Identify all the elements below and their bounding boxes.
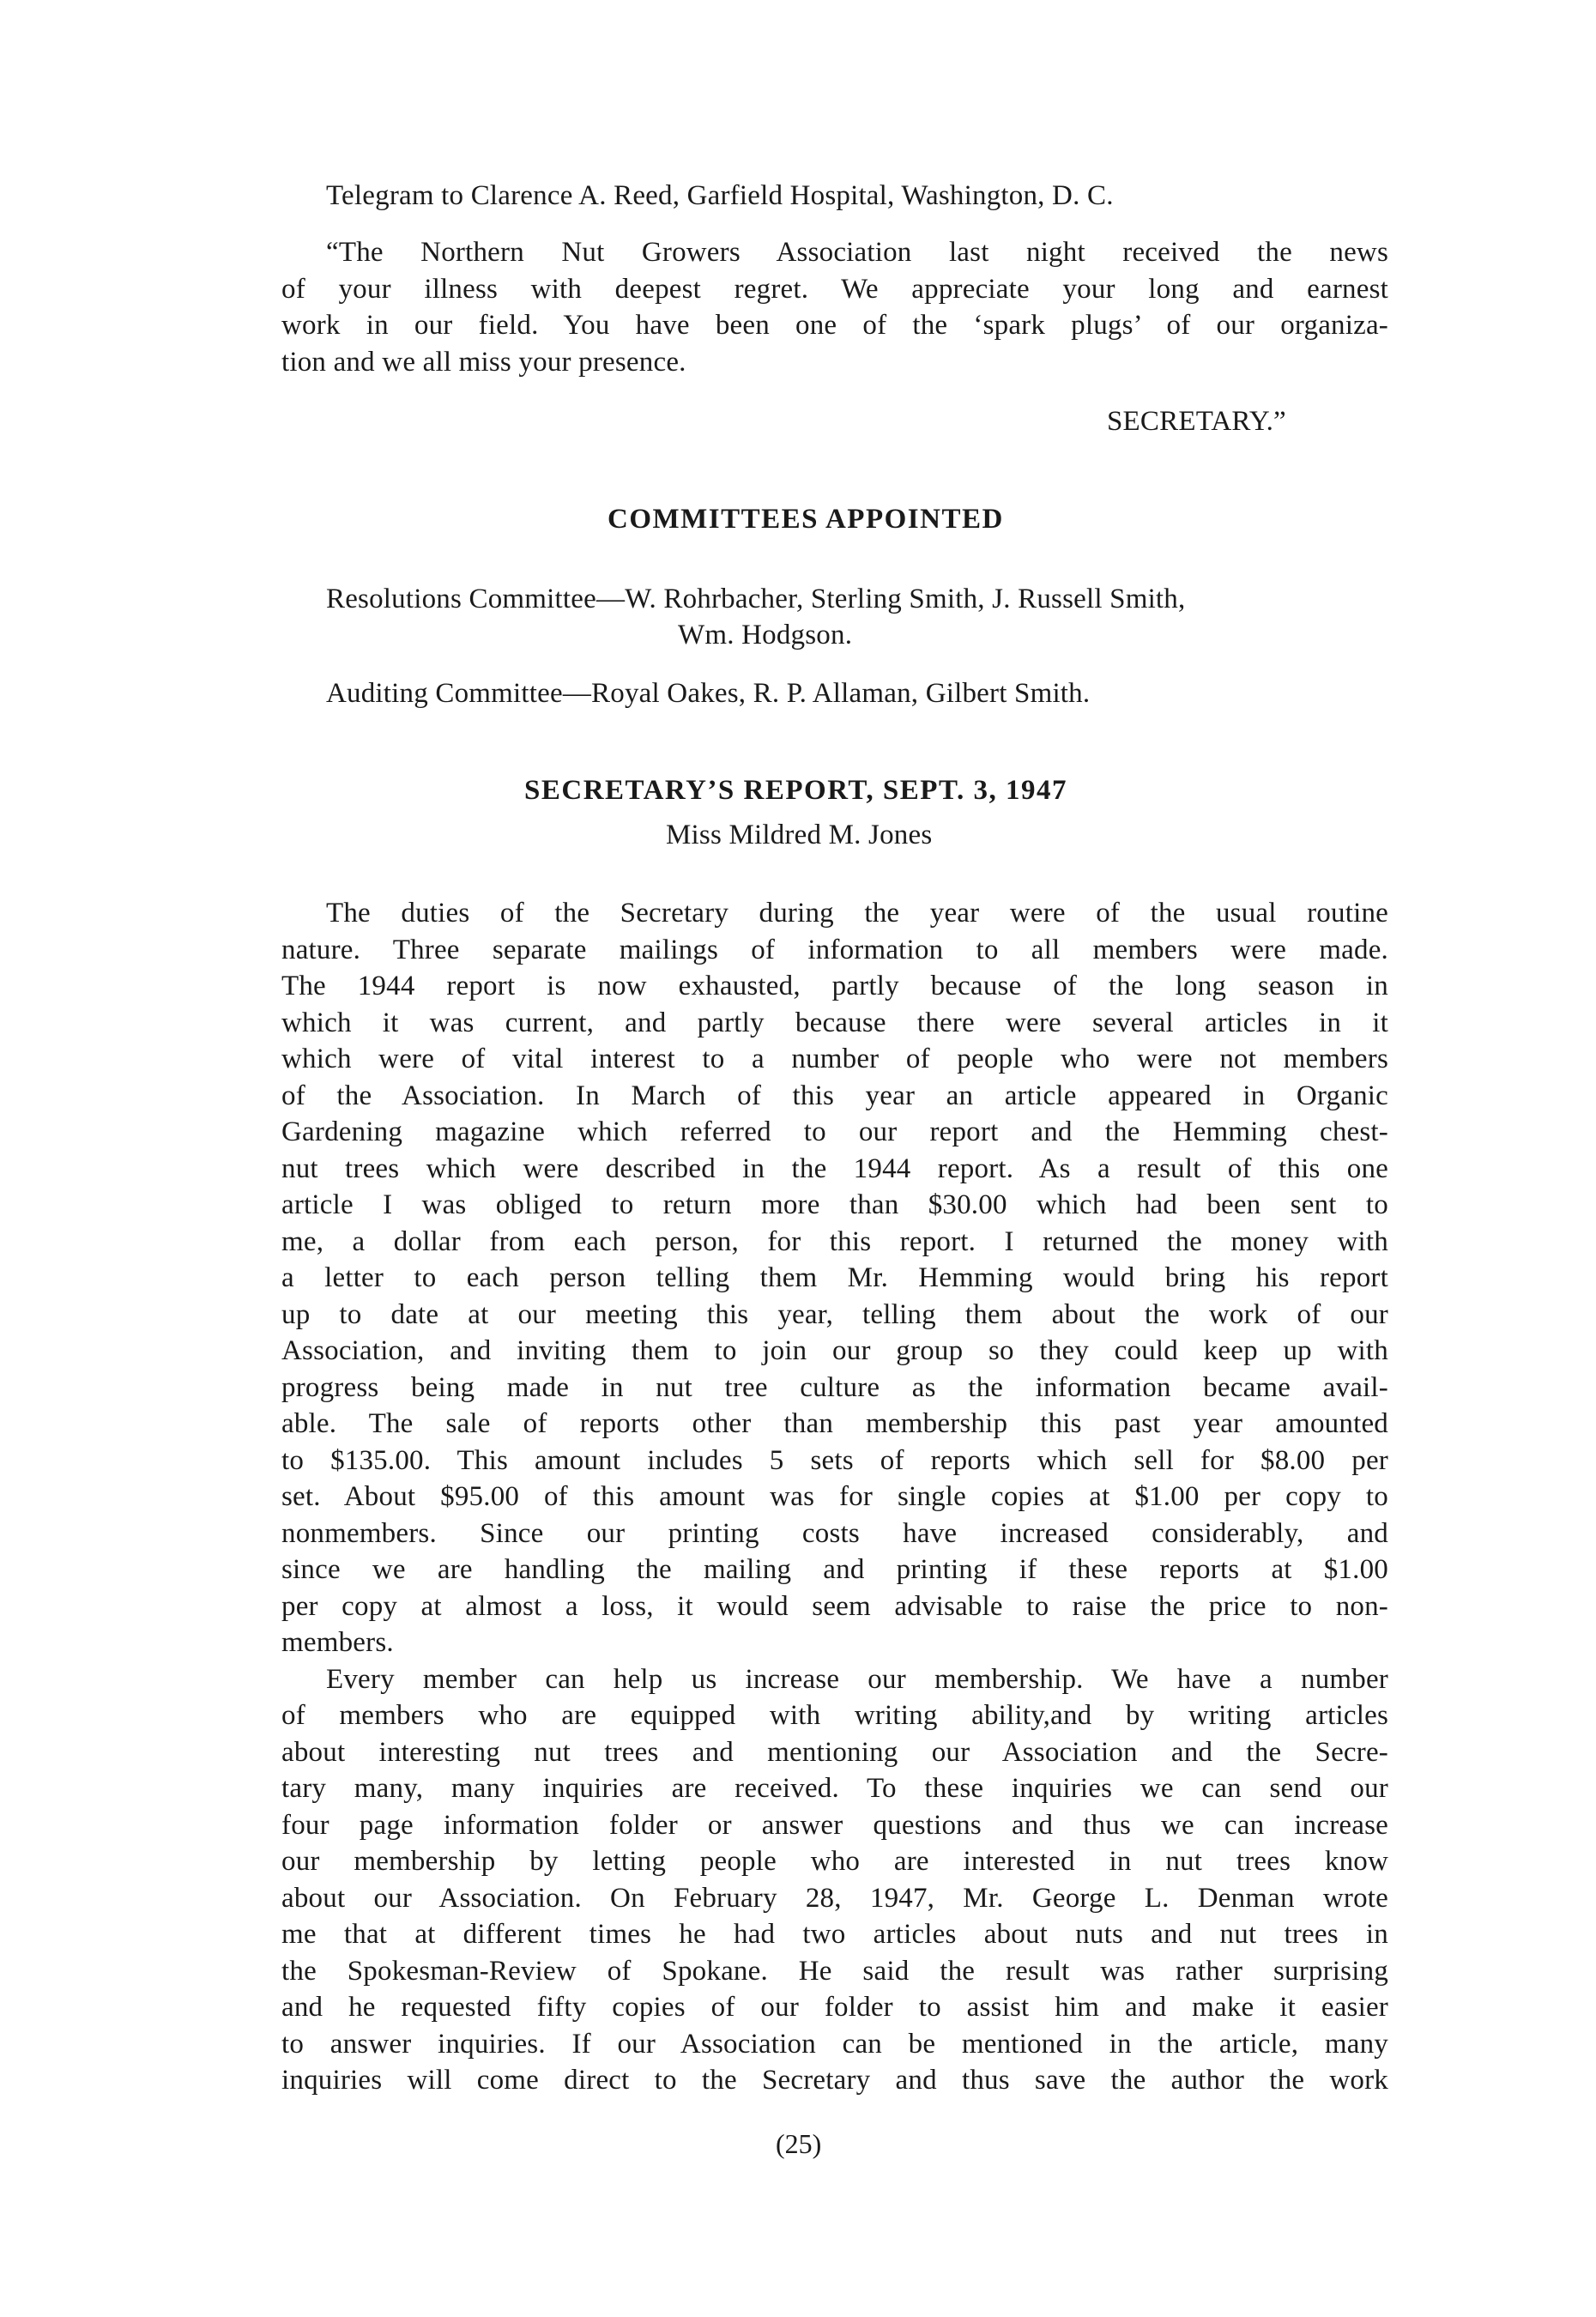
paragraph-1-line: since we are handling the mailing and printing if these reports at $1.00 [281, 1554, 1388, 1585]
paragraph-1-line: to $135.00. This amount includes 5 sets of reports which sell for $8.00 per [281, 1445, 1388, 1476]
paragraph-1-line: nonmembers. Since our printing costs have increased considerably, and [281, 1518, 1388, 1549]
paragraph-1-line: The 1944 report is now exhausted, partly because of the long season in [281, 971, 1388, 1001]
paragraph-2-line: four page information folder or answer questions and thus we can increase [281, 1810, 1388, 1841]
paragraph-2-line: about our Association. On February 28, 1947, Mr. George L. Denman wrote [281, 1883, 1388, 1914]
paragraph-2-line: of members who are equipped with writing ability,and by writing articles [281, 1700, 1388, 1731]
resolutions-committee-continued: Wm. Hodgson. [678, 620, 853, 650]
paragraph-2-line: tary many, many inquiries are received. To these inquiries we can send our [281, 1773, 1388, 1804]
paragraph-1-line: a letter to each person telling them Mr. Hemming would bring his report [281, 1262, 1388, 1293]
paragraph-2-line: Every member can help us increase our membership. We have a number [326, 1664, 1388, 1695]
paragraph-1-line: Gardening magazine which referred to our report and the Hemming chest- [281, 1116, 1388, 1147]
paragraph-1-line: able. The sale of reports other than membership this past year amounted [281, 1408, 1388, 1439]
paragraph-1-line: The duties of the Secretary during the year were of the usual routine [326, 898, 1388, 929]
committees-heading: COMMITTEES APPOINTED [608, 504, 1004, 535]
telegram-message-line: tion and we all miss your presence. [281, 347, 686, 378]
paragraph-1-line: up to date at our meeting this year, telling them about the work of our [281, 1299, 1388, 1330]
page-number: (25) [776, 2128, 822, 2159]
paragraph-1-line: article I was obliged to return more than $30.00 which had been sent to [281, 1189, 1388, 1220]
paragraph-2-line: the Spokesman-Review of Spokane. He said the result was rather surprising [281, 1956, 1388, 1987]
paragraph-2-line: to answer inquiries. If our Association can be mentioned in the article, many [281, 2029, 1388, 2060]
telegram-header: Telegram to Clarence A. Reed, Garfield Hospital, Washington, D. C. [326, 180, 1114, 211]
paragraph-2-line: and he requested fifty copies of our folder to assist him and make it easier [281, 1992, 1388, 2023]
paragraph-1-line: which were of vital interest to a number of people who were not members [281, 1044, 1388, 1074]
paragraph-2-line: our membership by letting people who are interested in nut trees know [281, 1846, 1388, 1877]
telegram-message-line: work in our field. You have been one of the ‘spark plugs’ of our organiza- [281, 310, 1388, 341]
paragraph-1-line: me, a dollar from each person, for this report. I returned the money with [281, 1226, 1388, 1257]
paragraph-1-line: per copy at almost a loss, it would seem advisable to raise the price to non- [281, 1591, 1388, 1622]
paragraph-1-line: nut trees which were described in the 1944 report. As a result of this one [281, 1153, 1388, 1184]
report-author: Miss Mildred M. Jones [666, 820, 933, 850]
paragraph-2-line: about interesting nut trees and mentioning our Association and the Secre- [281, 1737, 1388, 1768]
paragraph-1-line: of the Association. In March of this year an article appeared in Organic [281, 1080, 1388, 1111]
paragraph-1-line: set. About $95.00 of this amount was for single copies at $1.00 per copy to [281, 1481, 1388, 1512]
paragraph-1-line: which it was current, and partly because there were several articles in it [281, 1007, 1388, 1038]
paragraph-1-line: members. [281, 1627, 394, 1658]
paragraph-1-line: progress being made in nut tree culture as the information became avail- [281, 1372, 1388, 1403]
telegram-message-line: “The Northern Nut Growers Association last night received the news [326, 237, 1388, 268]
paragraph-2-line: inquiries will come direct to the Secretary and thus save the author the work [281, 2065, 1388, 2096]
resolutions-committee: Resolutions Committee—W. Rohrbacher, Sterling Smith, J. Russell Smith, [326, 584, 1186, 614]
paragraph-1-line: nature. Three separate mailings of information to all members were made. [281, 935, 1388, 965]
paragraph-2-line: me that at different times he had two articles about nuts and nut trees in [281, 1919, 1388, 1950]
report-heading: SECRETARY’S REPORT, SEPT. 3, 1947 [524, 775, 1068, 806]
telegram-signature: SECRETARY.” [1107, 406, 1286, 437]
telegram-message-line: of your illness with deepest regret. We appreciate your long and earnest [281, 274, 1388, 305]
paragraph-1-line: Association, and inviting them to join our group so they could keep up with [281, 1335, 1388, 1366]
auditing-committee: Auditing Committee—Royal Oakes, R. P. Allaman, Gilbert Smith. [326, 678, 1091, 709]
